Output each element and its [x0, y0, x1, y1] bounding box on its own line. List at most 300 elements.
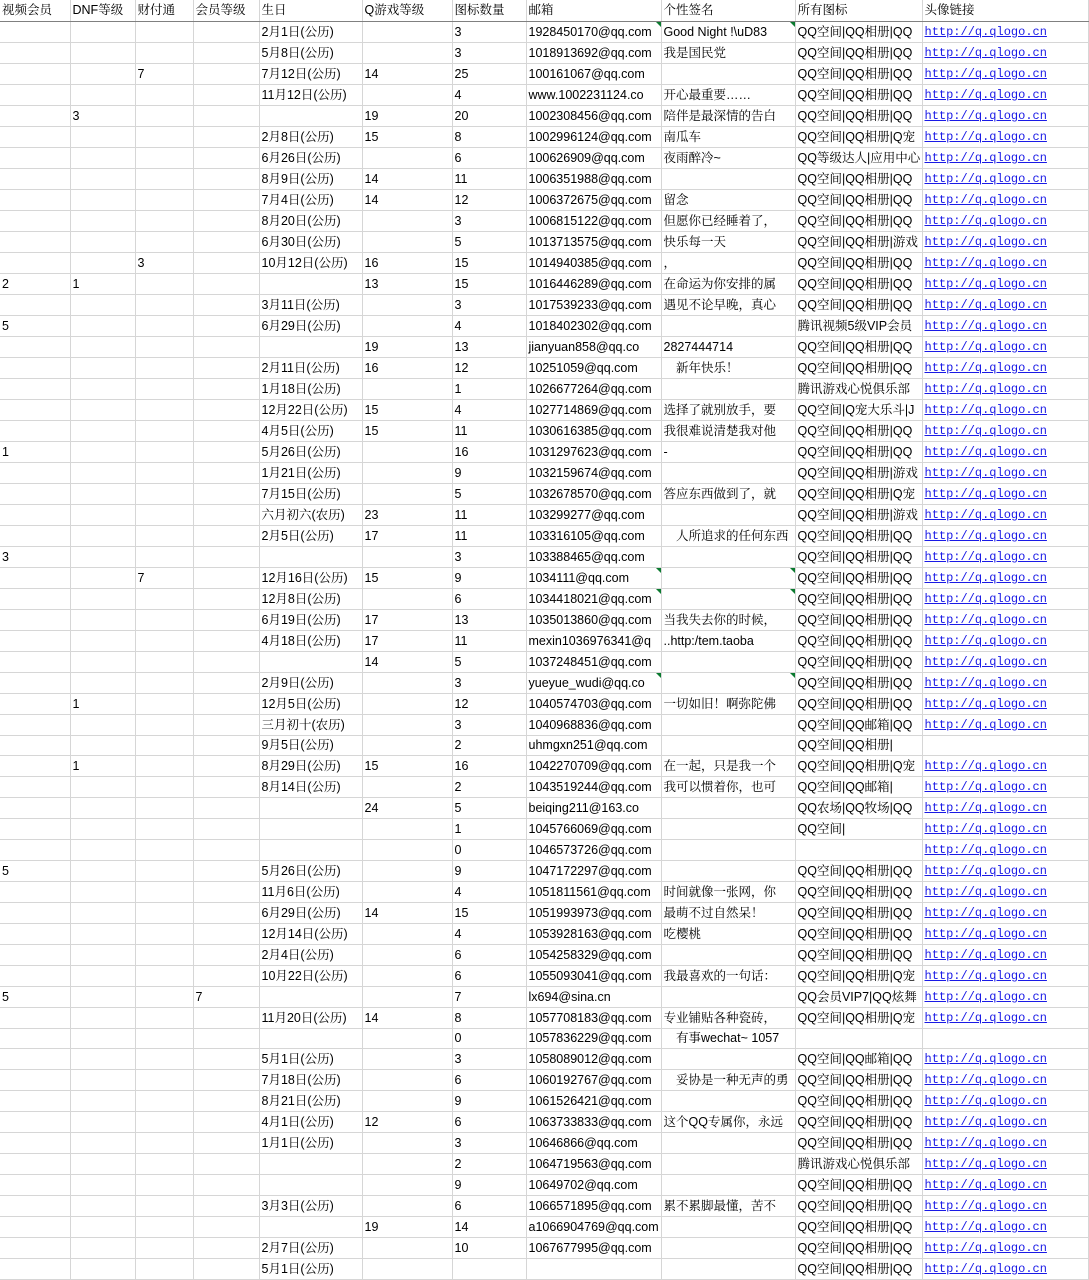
cell-avatar_link[interactable]: [922, 715, 1088, 736]
cell-all_icons[interactable]: [795, 1029, 922, 1049]
table-row[interactable]: [0, 211, 1088, 232]
cell-qgame_level[interactable]: [362, 673, 452, 694]
cell-qgame_level[interactable]: 16: [362, 253, 452, 274]
cell-avatar_link[interactable]: [922, 1112, 1088, 1133]
cell-signature[interactable]: [661, 861, 795, 882]
cell-icon_count[interactable]: 7: [452, 987, 526, 1008]
cell-email[interactable]: a1066904769@qq.com: [526, 1217, 661, 1238]
cell-dnf_level[interactable]: 1: [70, 756, 135, 777]
cell-dnf_level[interactable]: [70, 526, 135, 547]
cell-qgame_level[interactable]: [362, 1091, 452, 1112]
cell-dnf_level[interactable]: [70, 421, 135, 442]
cell-qgame_level[interactable]: [362, 85, 452, 106]
cell-email[interactable]: mexin1036976341@q: [526, 631, 661, 652]
cell-birthday[interactable]: [259, 840, 362, 861]
cell-member_level[interactable]: [193, 316, 259, 337]
cell-qgame_level[interactable]: [362, 840, 452, 861]
cell-email[interactable]: 1064719563@qq.com: [526, 1154, 661, 1175]
cell-video_vip[interactable]: 5: [0, 987, 70, 1008]
cell-dnf_level[interactable]: [70, 924, 135, 945]
table-row[interactable]: [0, 1049, 1088, 1070]
cell-icon_count[interactable]: 3: [452, 1133, 526, 1154]
cell-email[interactable]: 10646866@qq.com: [526, 1133, 661, 1154]
avatar-link[interactable]: http://q.qlogo.cn: [924, 193, 1047, 207]
cell-email[interactable]: 1053928163@qq.com: [526, 924, 661, 945]
cell-all_icons[interactable]: QQ空间|QQ相册|QQ: [795, 1133, 922, 1154]
cell-video_vip[interactable]: [0, 819, 70, 840]
cell-qgame_level[interactable]: 13: [362, 274, 452, 295]
cell-all_icons[interactable]: QQ空间|QQ相册|QQ: [795, 568, 922, 589]
table-row[interactable]: [0, 1175, 1088, 1196]
cell-dnf_level[interactable]: [70, 1154, 135, 1175]
cell-dnf_level[interactable]: 1: [70, 274, 135, 295]
cell-member_level[interactable]: [193, 1154, 259, 1175]
cell-signature[interactable]: 时间就像一张网，你: [661, 882, 795, 903]
column-header-icon_count[interactable]: 图标数量: [452, 0, 526, 22]
cell-all_icons[interactable]: QQ空间|QQ相册|QQ: [795, 358, 922, 379]
cell-signature[interactable]: [661, 736, 795, 756]
cell-member_level[interactable]: [193, 1217, 259, 1238]
cell-video_vip[interactable]: [0, 715, 70, 736]
cell-signature[interactable]: [661, 64, 795, 85]
cell-icon_count[interactable]: 13: [452, 337, 526, 358]
cell-birthday[interactable]: 5月1日(公历): [259, 1259, 362, 1280]
cell-icon_count[interactable]: 6: [452, 1070, 526, 1091]
cell-email[interactable]: 1032678570@qq.com: [526, 484, 661, 505]
cell-qgame_level[interactable]: 14: [362, 1008, 452, 1029]
cell-signature[interactable]: 累不累脚最懂，苦不: [661, 1196, 795, 1217]
avatar-link[interactable]: http://q.qlogo.cn: [924, 1157, 1047, 1171]
cell-email[interactable]: 1042270709@qq.com: [526, 756, 661, 777]
cell-icon_count[interactable]: 0: [452, 840, 526, 861]
cell-signature[interactable]: 我可以惯着你，也可: [661, 777, 795, 798]
cell-member_level[interactable]: [193, 106, 259, 127]
cell-icon_count[interactable]: [452, 1259, 526, 1280]
cell-video_vip[interactable]: [0, 337, 70, 358]
table-row[interactable]: [0, 484, 1088, 505]
avatar-link[interactable]: http://q.qlogo.cn: [924, 88, 1047, 102]
cell-all_icons[interactable]: QQ空间|QQ相册|QQ: [795, 64, 922, 85]
cell-signature[interactable]: 在命运为你安排的属: [661, 274, 795, 295]
cell-icon_count[interactable]: 2: [452, 736, 526, 756]
avatar-link[interactable]: http://q.qlogo.cn: [924, 655, 1047, 669]
cell-birthday[interactable]: 5月26日(公历): [259, 861, 362, 882]
cell-avatar_link[interactable]: [922, 1091, 1088, 1112]
cell-qgame_level[interactable]: [362, 1070, 452, 1091]
cell-birthday[interactable]: [259, 987, 362, 1008]
table-row[interactable]: [0, 505, 1088, 526]
cell-birthday[interactable]: 7月18日(公历): [259, 1070, 362, 1091]
cell-all_icons[interactable]: QQ空间|QQ相册|QQ: [795, 882, 922, 903]
cell-email[interactable]: lx694@sina.cn: [526, 987, 661, 1008]
cell-icon_count[interactable]: 11: [452, 505, 526, 526]
cell-icon_count[interactable]: 11: [452, 421, 526, 442]
cell-birthday[interactable]: 5月1日(公历): [259, 1049, 362, 1070]
cell-email[interactable]: 1046573726@qq.com: [526, 840, 661, 861]
avatar-link[interactable]: http://q.qlogo.cn: [924, 1073, 1047, 1087]
cell-signature[interactable]: 人所追求的任何东西: [661, 526, 795, 547]
cell-caifutong[interactable]: [135, 484, 193, 505]
cell-qgame_level[interactable]: [362, 232, 452, 253]
cell-member_level[interactable]: [193, 85, 259, 106]
cell-caifutong[interactable]: [135, 777, 193, 798]
cell-dnf_level[interactable]: [70, 673, 135, 694]
avatar-link[interactable]: http://q.qlogo.cn: [924, 1262, 1047, 1276]
cell-member_level[interactable]: [193, 190, 259, 211]
cell-qgame_level[interactable]: [362, 43, 452, 64]
cell-qgame_level[interactable]: [362, 484, 452, 505]
cell-signature[interactable]: 选择了就别放手，要: [661, 400, 795, 421]
cell-signature[interactable]: -: [661, 442, 795, 463]
cell-signature[interactable]: 妥协是一种无声的勇: [661, 1070, 795, 1091]
cell-all_icons[interactable]: QQ农场|QQ牧场|QQ: [795, 798, 922, 819]
avatar-link[interactable]: http://q.qlogo.cn: [924, 1115, 1047, 1129]
cell-avatar_link[interactable]: [922, 756, 1088, 777]
cell-birthday[interactable]: 2月11日(公历): [259, 358, 362, 379]
avatar-link[interactable]: http://q.qlogo.cn: [924, 550, 1047, 564]
cell-caifutong[interactable]: [135, 43, 193, 64]
cell-qgame_level[interactable]: [362, 777, 452, 798]
cell-icon_count[interactable]: 12: [452, 190, 526, 211]
cell-dnf_level[interactable]: [70, 945, 135, 966]
cell-signature[interactable]: [661, 987, 795, 1008]
cell-email[interactable]: 1058089012@qq.com: [526, 1049, 661, 1070]
cell-video_vip[interactable]: [0, 400, 70, 421]
cell-birthday[interactable]: 1月1日(公历): [259, 1133, 362, 1154]
cell-qgame_level[interactable]: [362, 987, 452, 1008]
cell-member_level[interactable]: [193, 903, 259, 924]
table-row[interactable]: [0, 148, 1088, 169]
cell-icon_count[interactable]: 1: [452, 379, 526, 400]
cell-all_icons[interactable]: QQ空间|QQ相册|QQ: [795, 1217, 922, 1238]
cell-icon_count[interactable]: 6: [452, 589, 526, 610]
cell-email[interactable]: 103316105@qq.com: [526, 526, 661, 547]
cell-video_vip[interactable]: [0, 358, 70, 379]
cell-icon_count[interactable]: 3: [452, 211, 526, 232]
cell-caifutong[interactable]: [135, 148, 193, 169]
cell-signature[interactable]: [661, 1133, 795, 1154]
cell-video_vip[interactable]: [0, 379, 70, 400]
cell-member_level[interactable]: [193, 274, 259, 295]
cell-birthday[interactable]: 2月7日(公历): [259, 1238, 362, 1259]
cell-icon_count[interactable]: 8: [452, 1008, 526, 1029]
cell-caifutong[interactable]: [135, 1154, 193, 1175]
cell-all_icons[interactable]: QQ空间|QQ相册|QQ: [795, 547, 922, 568]
cell-qgame_level[interactable]: [362, 22, 452, 43]
cell-birthday[interactable]: 3月11日(公历): [259, 295, 362, 316]
cell-all_icons[interactable]: 腾讯游戏心悦俱乐部: [795, 379, 922, 400]
cell-signature[interactable]: [661, 568, 795, 589]
cell-avatar_link[interactable]: [922, 987, 1088, 1008]
cell-avatar_link[interactable]: [922, 840, 1088, 861]
cell-caifutong[interactable]: [135, 85, 193, 106]
cell-dnf_level[interactable]: [70, 1238, 135, 1259]
cell-video_vip[interactable]: [0, 295, 70, 316]
cell-icon_count[interactable]: 15: [452, 274, 526, 295]
cell-email[interactable]: 1006351988@qq.com: [526, 169, 661, 190]
cell-avatar_link[interactable]: [922, 43, 1088, 64]
cell-icon_count[interactable]: 2: [452, 1154, 526, 1175]
cell-member_level[interactable]: [193, 840, 259, 861]
cell-caifutong[interactable]: [135, 882, 193, 903]
table-row[interactable]: [0, 22, 1088, 43]
cell-dnf_level[interactable]: [70, 253, 135, 274]
cell-avatar_link[interactable]: [922, 652, 1088, 673]
cell-email[interactable]: 100626909@qq.com: [526, 148, 661, 169]
cell-birthday[interactable]: 6月19日(公历): [259, 610, 362, 631]
cell-all_icons[interactable]: QQ空间|QQ相册|Q宠: [795, 484, 922, 505]
cell-caifutong[interactable]: [135, 673, 193, 694]
cell-avatar_link[interactable]: [922, 861, 1088, 882]
avatar-link[interactable]: http://q.qlogo.cn: [924, 927, 1047, 941]
cell-caifutong[interactable]: [135, 966, 193, 987]
cell-avatar_link[interactable]: [922, 358, 1088, 379]
cell-qgame_level[interactable]: [362, 1029, 452, 1049]
cell-video_vip[interactable]: [0, 945, 70, 966]
cell-member_level[interactable]: [193, 148, 259, 169]
cell-qgame_level[interactable]: [362, 547, 452, 568]
cell-signature[interactable]: 但愿你已经睡着了，: [661, 211, 795, 232]
cell-email[interactable]: 1037248451@qq.com: [526, 652, 661, 673]
cell-qgame_level[interactable]: 14: [362, 652, 452, 673]
cell-member_level[interactable]: [193, 526, 259, 547]
cell-avatar_link[interactable]: [922, 1238, 1088, 1259]
cell-all_icons[interactable]: QQ空间|QQ相册|QQ: [795, 924, 922, 945]
cell-signature[interactable]: 一切如旧！啊弥陀佛: [661, 694, 795, 715]
cell-birthday[interactable]: 12月16日(公历): [259, 568, 362, 589]
cell-signature[interactable]: [661, 819, 795, 840]
cell-member_level[interactable]: [193, 924, 259, 945]
cell-dnf_level[interactable]: [70, 1259, 135, 1280]
cell-video_vip[interactable]: [0, 1238, 70, 1259]
cell-all_icons[interactable]: QQ空间|QQ相册|游戏: [795, 505, 922, 526]
cell-signature[interactable]: [661, 1259, 795, 1280]
cell-birthday[interactable]: 12月8日(公历): [259, 589, 362, 610]
table-row[interactable]: [0, 861, 1088, 882]
cell-birthday[interactable]: [259, 798, 362, 819]
cell-caifutong[interactable]: [135, 295, 193, 316]
cell-icon_count[interactable]: 5: [452, 484, 526, 505]
cell-caifutong[interactable]: 3: [135, 253, 193, 274]
cell-caifutong[interactable]: [135, 1133, 193, 1154]
cell-avatar_link[interactable]: [922, 106, 1088, 127]
cell-icon_count[interactable]: 4: [452, 400, 526, 421]
cell-email[interactable]: 1057708183@qq.com: [526, 1008, 661, 1029]
cell-icon_count[interactable]: 11: [452, 526, 526, 547]
cell-caifutong[interactable]: [135, 715, 193, 736]
cell-all_icons[interactable]: QQ空间|QQ相册|: [795, 736, 922, 756]
cell-all_icons[interactable]: QQ空间|QQ相册|Q宠: [795, 1008, 922, 1029]
cell-icon_count[interactable]: 9: [452, 463, 526, 484]
cell-member_level[interactable]: [193, 736, 259, 756]
avatar-link[interactable]: http://q.qlogo.cn: [924, 487, 1047, 501]
cell-all_icons[interactable]: QQ空间|QQ相册|QQ: [795, 85, 922, 106]
cell-qgame_level[interactable]: [362, 1238, 452, 1259]
table-row[interactable]: [0, 715, 1088, 736]
cell-signature[interactable]: 我是国民党: [661, 43, 795, 64]
cell-icon_count[interactable]: 6: [452, 1196, 526, 1217]
cell-avatar_link[interactable]: [922, 589, 1088, 610]
cell-signature[interactable]: 新年快乐！: [661, 358, 795, 379]
cell-icon_count[interactable]: 12: [452, 358, 526, 379]
cell-member_level[interactable]: 7: [193, 987, 259, 1008]
cell-caifutong[interactable]: [135, 861, 193, 882]
avatar-link[interactable]: http://q.qlogo.cn: [924, 130, 1047, 144]
cell-email[interactable]: 1034111@qq.com: [526, 568, 661, 589]
cell-dnf_level[interactable]: [70, 484, 135, 505]
cell-qgame_level[interactable]: 12: [362, 1112, 452, 1133]
avatar-link[interactable]: http://q.qlogo.cn: [924, 822, 1047, 836]
cell-video_vip[interactable]: [0, 43, 70, 64]
cell-avatar_link[interactable]: [922, 1217, 1088, 1238]
cell-birthday[interactable]: [259, 547, 362, 568]
cell-caifutong[interactable]: [135, 1070, 193, 1091]
cell-video_vip[interactable]: [0, 211, 70, 232]
cell-qgame_level[interactable]: [362, 715, 452, 736]
cell-member_level[interactable]: [193, 127, 259, 148]
cell-qgame_level[interactable]: [362, 211, 452, 232]
cell-icon_count[interactable]: 13: [452, 610, 526, 631]
cell-email[interactable]: 1043519244@qq.com: [526, 777, 661, 798]
cell-dnf_level[interactable]: [70, 547, 135, 568]
table-row[interactable]: [0, 1133, 1088, 1154]
cell-dnf_level[interactable]: [70, 840, 135, 861]
cell-member_level[interactable]: [193, 1008, 259, 1029]
cell-caifutong[interactable]: [135, 819, 193, 840]
cell-dnf_level[interactable]: [70, 379, 135, 400]
cell-dnf_level[interactable]: [70, 1049, 135, 1070]
cell-avatar_link[interactable]: [922, 274, 1088, 295]
cell-birthday[interactable]: 6月29日(公历): [259, 316, 362, 337]
cell-icon_count[interactable]: 6: [452, 148, 526, 169]
cell-caifutong[interactable]: [135, 756, 193, 777]
cell-all_icons[interactable]: QQ空间|QQ相册|QQ: [795, 442, 922, 463]
table-row[interactable]: [0, 568, 1088, 589]
cell-signature[interactable]: 南瓜车: [661, 127, 795, 148]
cell-video_vip[interactable]: [0, 756, 70, 777]
cell-dnf_level[interactable]: [70, 127, 135, 148]
cell-signature[interactable]: 夜雨醉冷~: [661, 148, 795, 169]
table-row[interactable]: [0, 127, 1088, 148]
cell-caifutong[interactable]: [135, 840, 193, 861]
cell-dnf_level[interactable]: [70, 1217, 135, 1238]
cell-email[interactable]: 1040574703@qq.com: [526, 694, 661, 715]
cell-caifutong[interactable]: [135, 505, 193, 526]
cell-member_level[interactable]: [193, 652, 259, 673]
cell-dnf_level[interactable]: [70, 148, 135, 169]
cell-dnf_level[interactable]: [70, 715, 135, 736]
cell-video_vip[interactable]: [0, 736, 70, 756]
cell-qgame_level[interactable]: 15: [362, 568, 452, 589]
cell-birthday[interactable]: [259, 274, 362, 295]
cell-avatar_link[interactable]: [922, 1175, 1088, 1196]
cell-email[interactable]: 1002996124@qq.com: [526, 127, 661, 148]
cell-member_level[interactable]: [193, 547, 259, 568]
cell-all_icons[interactable]: QQ空间|QQ相册|QQ: [795, 211, 922, 232]
cell-qgame_level[interactable]: [362, 463, 452, 484]
table-row[interactable]: [0, 190, 1088, 211]
cell-all_icons[interactable]: QQ空间|QQ相册|QQ: [795, 1259, 922, 1280]
cell-video_vip[interactable]: [0, 966, 70, 987]
cell-video_vip[interactable]: [0, 232, 70, 253]
cell-email[interactable]: 1055093041@qq.com: [526, 966, 661, 987]
cell-birthday[interactable]: 1月18日(公历): [259, 379, 362, 400]
avatar-link[interactable]: http://q.qlogo.cn: [924, 361, 1047, 375]
cell-birthday[interactable]: 2月4日(公历): [259, 945, 362, 966]
cell-member_level[interactable]: [193, 400, 259, 421]
cell-dnf_level[interactable]: [70, 85, 135, 106]
cell-icon_count[interactable]: 4: [452, 882, 526, 903]
cell-email[interactable]: 1060192767@qq.com: [526, 1070, 661, 1091]
cell-qgame_level[interactable]: 14: [362, 903, 452, 924]
cell-video_vip[interactable]: [0, 1091, 70, 1112]
cell-member_level[interactable]: [193, 505, 259, 526]
cell-avatar_link[interactable]: [922, 924, 1088, 945]
cell-birthday[interactable]: 8月14日(公历): [259, 777, 362, 798]
table-row[interactable]: [0, 736, 1088, 756]
cell-birthday[interactable]: 9月5日(公历): [259, 736, 362, 756]
avatar-link[interactable]: http://q.qlogo.cn: [924, 1011, 1047, 1025]
cell-avatar_link[interactable]: [922, 1029, 1088, 1049]
cell-member_level[interactable]: [193, 1091, 259, 1112]
cell-qgame_level[interactable]: 17: [362, 526, 452, 547]
cell-email[interactable]: 1045766069@qq.com: [526, 819, 661, 840]
cell-signature[interactable]: [661, 652, 795, 673]
cell-all_icons[interactable]: QQ空间|QQ相册|QQ: [795, 43, 922, 64]
cell-caifutong[interactable]: [135, 22, 193, 43]
cell-signature[interactable]: 当我失去你的时候，: [661, 610, 795, 631]
cell-signature[interactable]: [661, 715, 795, 736]
avatar-link[interactable]: http://q.qlogo.cn: [924, 906, 1047, 920]
cell-video_vip[interactable]: [0, 22, 70, 43]
cell-birthday[interactable]: 8月29日(公历): [259, 756, 362, 777]
cell-dnf_level[interactable]: [70, 43, 135, 64]
cell-all_icons[interactable]: QQ空间|QQ相册|QQ: [795, 589, 922, 610]
avatar-link[interactable]: http://q.qlogo.cn: [924, 424, 1047, 438]
cell-birthday[interactable]: 10月22日(公历): [259, 966, 362, 987]
cell-icon_count[interactable]: 3: [452, 1049, 526, 1070]
cell-video_vip[interactable]: [0, 1175, 70, 1196]
table-row[interactable]: [0, 85, 1088, 106]
cell-signature[interactable]: [661, 945, 795, 966]
cell-dnf_level[interactable]: 1: [70, 694, 135, 715]
cell-signature[interactable]: [661, 379, 795, 400]
cell-icon_count[interactable]: 9: [452, 861, 526, 882]
cell-avatar_link[interactable]: [922, 882, 1088, 903]
cell-avatar_link[interactable]: [922, 190, 1088, 211]
cell-member_level[interactable]: [193, 1049, 259, 1070]
cell-all_icons[interactable]: 腾讯游戏心悦俱乐部: [795, 1154, 922, 1175]
cell-member_level[interactable]: [193, 1070, 259, 1091]
cell-qgame_level[interactable]: [362, 1259, 452, 1280]
cell-signature[interactable]: 留念: [661, 190, 795, 211]
cell-email[interactable]: 10251059@qq.com: [526, 358, 661, 379]
cell-signature[interactable]: 这个QQ专属你，永远: [661, 1112, 795, 1133]
cell-birthday[interactable]: 7月12日(公历): [259, 64, 362, 85]
cell-avatar_link[interactable]: [922, 673, 1088, 694]
avatar-link[interactable]: http://q.qlogo.cn: [924, 634, 1047, 648]
cell-signature[interactable]: 在一起，只是我一个: [661, 756, 795, 777]
cell-signature[interactable]: 答应东西做到了，就: [661, 484, 795, 505]
table-row[interactable]: [0, 400, 1088, 421]
cell-avatar_link[interactable]: [922, 1070, 1088, 1091]
cell-email[interactable]: jianyuan858@qq.co: [526, 337, 661, 358]
avatar-link[interactable]: http://q.qlogo.cn: [924, 948, 1047, 962]
cell-email[interactable]: 10649702@qq.com: [526, 1175, 661, 1196]
cell-qgame_level[interactable]: [362, 1196, 452, 1217]
cell-dnf_level[interactable]: [70, 1196, 135, 1217]
avatar-link[interactable]: http://q.qlogo.cn: [924, 864, 1047, 878]
